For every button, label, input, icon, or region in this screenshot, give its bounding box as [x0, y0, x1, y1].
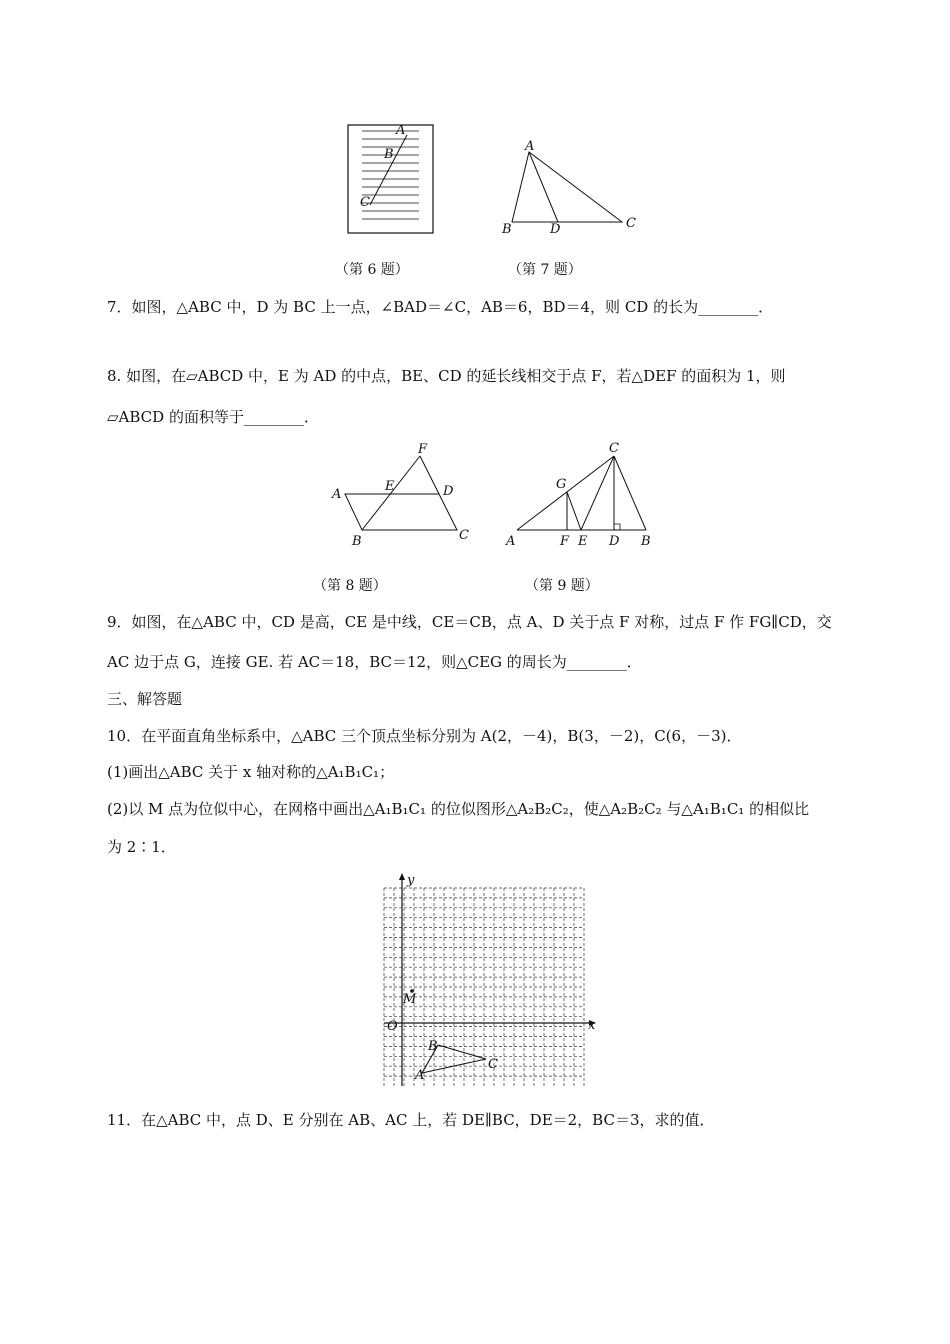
fig7-caption: （第 7 题） [508, 262, 582, 278]
fig8-label-C: C [459, 528, 469, 543]
point-label-C: C [488, 1057, 498, 1072]
fig7-label-D: D [550, 222, 561, 237]
fig8-label-E: E [385, 479, 395, 494]
question-7: 7．如图，△ABC 中，D 为 BC 上一点，∠BAD＝∠C，AB＝6，BD＝4，则 CD 的长为________． [107, 298, 774, 316]
fig6-caption: （第 6 题） [335, 262, 409, 278]
fig9-label-A: A [506, 534, 516, 549]
question-10-part-2-line-2: 为 2∶1． [107, 838, 176, 856]
fig6-label-B: B [384, 147, 394, 162]
question-10-part-2-line-1: (2)以 M 点为位似中心，在网格中画出△A₁B₁C₁ 的位似图形△A₂B₂C₂，使△A₂B₂C₂ 与△A₁B₁C₁ 的相似比 [107, 800, 810, 818]
fig9-label-E: E [578, 534, 588, 549]
question-9-line-2: AC 边于点 G，连接 GE. 若 AC＝18，BC＝12，则△CEG 的周长为________． [107, 653, 642, 671]
question-11: 11．在△ABC 中，点 D、E 分别在 AB、AC 上，若 DE∥BC，DE＝2，BC＝3，求的值． [107, 1111, 715, 1129]
fig8-label-A: A [332, 487, 342, 502]
fig9-label-B: B [641, 534, 651, 549]
grid-lines [384, 888, 584, 1086]
question-9-line-1: 9．如图，在△ABC 中，CD 是高，CE 是中线，CE＝CB，点 A、D 关于点 F 对称，过点 F 作 FG∥CD，交 [107, 613, 832, 631]
axis-label-y: y [407, 873, 415, 888]
fig9-label-D: D [609, 534, 620, 549]
fig9-label-C: C [609, 441, 619, 456]
fig8-label-D: D [443, 484, 454, 499]
point-label-B: B [428, 1039, 438, 1054]
question-8-line-1: 8. 如图，在▱ABCD 中，E 为 AD 的中点，BE、CD 的延长线相交于点 F，若△DEF 的面积为 1，则 [107, 367, 786, 385]
fig8-label-F: F [418, 442, 428, 457]
point-label-A: A [415, 1068, 425, 1083]
fig6-label-C: C [360, 195, 370, 210]
fig7-label-B: B [502, 222, 512, 237]
fig8-caption: （第 8 题） [313, 578, 387, 594]
fig9-label-G: G [556, 477, 567, 492]
question-8-line-2: ▱ABCD 的面积等于________． [107, 408, 319, 426]
point-label-M: M [403, 992, 417, 1007]
fig7-label-C: C [626, 216, 636, 231]
fig8-label-B: B [352, 534, 362, 549]
fig7-label-A: A [525, 139, 535, 154]
fig6-label-A: A [396, 123, 406, 138]
fig9-caption: （第 9 题） [525, 578, 599, 594]
fig9-label-F: F [560, 534, 570, 549]
question-10-line-1: 10．在平面直角坐标系中，△ABC 三个顶点坐标分别为 A(2，－4)，B(3，－2)，C(6，－3)． [107, 727, 742, 745]
question-10-part-1: (1)画出△ABC 关于 x 轴对称的△A₁B₁C₁； [107, 763, 395, 781]
origin-label-O: O [387, 1019, 398, 1034]
y-axis-arrow-icon [399, 873, 405, 880]
axis-label-x: x [588, 1018, 596, 1033]
section-3-heading: 三、解答题 [107, 690, 183, 708]
